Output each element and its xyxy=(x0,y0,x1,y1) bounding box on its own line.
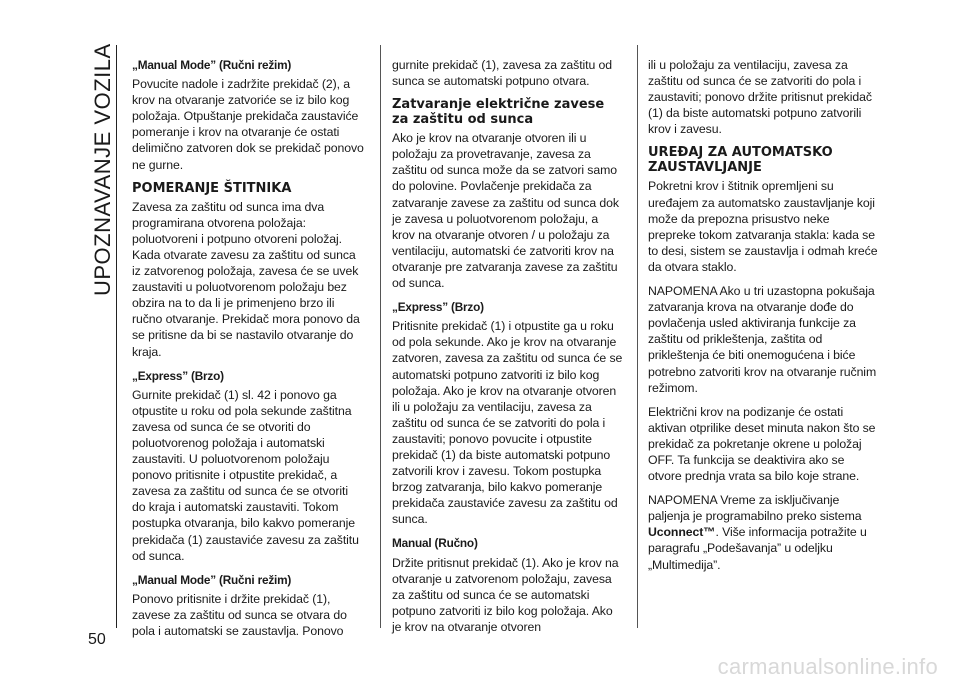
heading-zatvaranje-zavese: Zatvaranje električne zavese za zaštitu od sunca xyxy=(392,97,605,128)
paragraph: Gurnite prekidač (1) sl. 42 i ponovo ga otpustite u roku od pola sekunde zaštitna zavesa od sunca će se otvoriti do poluotvorenog položaja i automatski zaustaviti. U poluotvorenom položaju ponovo pritisnite i otpustite prekidač, a zavesa za zaštitu od sunca će se otvoriti do kraja i automatski zaustaviti. Tokom postupka otvaranja, bilo kakvo pomeranje prekidača (1) zaustaviće zavesu za zaštitu od sunca. xyxy=(132,387,359,563)
uconnect-brand: Uconnect™ xyxy=(648,525,716,540)
column-divider-1 xyxy=(380,45,381,628)
note-text: NAPOMENA Vreme za isključivanje paljenja je programabilno preko sistema xyxy=(648,493,862,524)
paragraph: Povucite nadole i zadržite prekidač (2), a krov na otvaranje zatvoriće se iz bilo kog položaja. Otpuštanje prekidača zaustaviće pomeranje i krov na otvaranje će ostati delimično zatvoren dok se prekidač ponovo ne gurne. xyxy=(132,77,364,172)
heading-pomeranje-stitnika: POMERANJE ŠTITNIKA xyxy=(132,180,292,196)
sidebar-divider xyxy=(116,45,117,628)
paragraph: Ako je krov na otvaranje otvoren ili u položaju za provetravanje, zavesa za zaštitu od sunca može da se zatvori samo do polovine. Povlačenje prekidača za zatvaranje zavese za zaštitu od sunca dok je zavesa u poluotvorenom položaju, a krov na otvaranje otvoren / u položaju za ventilaciju, automatski će zatvoriti krov na otvaranje pre zatvaranja zavese za zaštitu od sunca. xyxy=(392,131,619,291)
subheading-express: „Express” (Brzo) xyxy=(132,368,224,383)
section-title: UPOZNAVANJE VOZILA xyxy=(90,43,115,296)
subheading-manual: Manual (Ručno) xyxy=(392,536,478,551)
paragraph: Pritisnite prekidač (1) i otpustite ga u roku od pola sekunde. Ako je krov na otvaranje zatvoren, zavesa za zaštitu od sunca će se automatski potpuno zatvoriti iz bilo kog položaja. Ako je krov na otvaranje otvoren ili u položaju za ventilaciju, zavesa za zaštitu od sunca će se zatvoriti do pola i zaustaviti; ponovo povucite i otpustite prekidač (1) da biste automatski potpuno zatvorili krov i zavesu. Tokom postupka brzog zatvaranja, bilo kakvo pomeranje prekidača zaustaviće zavesu za zaštitu od sunca. xyxy=(392,319,623,527)
note-paragraph xyxy=(648,492,880,572)
paragraph: Električni krov na podizanje će ostati aktivan otprilike deset minuta nakon što se prekidač za pokretanje okrene u položaj OFF. Ta funkcija se deaktivira ako se otvore prednja vrata sa bilo koje strane. xyxy=(648,404,876,484)
paragraph: ili u položaju za ventilaciju, zavesa za zaštitu od sunca će se zatvoriti do pola i zaustaviti; ponovo držite pritisnut prekidač (1) da biste automatski potpuno zatvorili krov i zavesu. xyxy=(648,58,872,137)
subheading-manual-mode: „Manual Mode” (Ručni režim) xyxy=(132,58,292,72)
note-text: . Više informacija potražite u paragrafu „Podešavanja” u odeljku „Multimedija”. xyxy=(648,525,867,572)
subheading-manual-mode: „Manual Mode” (Ručni režim) xyxy=(132,572,292,587)
column-2 xyxy=(392,57,624,643)
paragraph: Zavesa za zaštitu od sunca ima dva programirana otvorena položaja: poluotvoreni i potpuno otvoreni položaj. Kada otvarate zavesu za zaštitu od sunca iz zatvorenog položaja, zavesa će se uvek zaustaviti u poluotvorenom položaju bez obzira na to da li je primenjeno brzo ili ručno otvaranje. Prekidač mora ponovo da se pritisne da bi se nastavilo otvaranje do kraja. xyxy=(132,199,360,359)
paragraph: gurnite prekidač (1), zavesa za zaštitu od sunca se automatski potpuno otvara. xyxy=(392,58,612,89)
heading-uredjaj-zaustavljanje: UREĐAJ ZA AUTOMATSKO ZAUSTAVLJANJE xyxy=(648,145,833,176)
column-1 xyxy=(132,57,364,647)
column-divider-2 xyxy=(637,45,638,628)
paragraph: Ponovo pritisnite i držite prekidač (1), zavese za zaštitu od sunca se otvara do pola i automatski se zaustavlja. Ponovo xyxy=(132,591,347,638)
page-number: 50 xyxy=(88,631,106,648)
column-3 xyxy=(648,57,880,581)
watermark: carmanualsonline.info xyxy=(717,654,938,679)
note-paragraph: NAPOMENA Ako u tri uzastopna pokušaja zatvaranja krova na otvaranje dođe do povlačenja usled aktiviranja funkcije za zaštitu od prikleštenja, zaštita od prikleštenja će biti onemogućena i biće potrebno zatvoriti krov na otvaranje ručnim režimom. xyxy=(648,284,877,395)
paragraph: Držite pritisnut prekidač (1). Ako je krov na otvaranje u zatvorenom položaju, zavesa za zaštitu od sunca će se automatski potpuno zatvoriti iz bilo kog položaja. Ako je krov na otvaranje otvoren xyxy=(392,555,619,634)
paragraph: Pokretni krov i štitnik opremljeni su uređajem za automatsko zaustavljanje koji može da prepozna prisustvo neke prepreke tokom zatvaranja stakla: kada se to desi, sistem se zaustavlja i odmah kreće da otvara staklo. xyxy=(648,179,878,274)
subheading-express: „Express” (Brzo) xyxy=(392,300,484,315)
